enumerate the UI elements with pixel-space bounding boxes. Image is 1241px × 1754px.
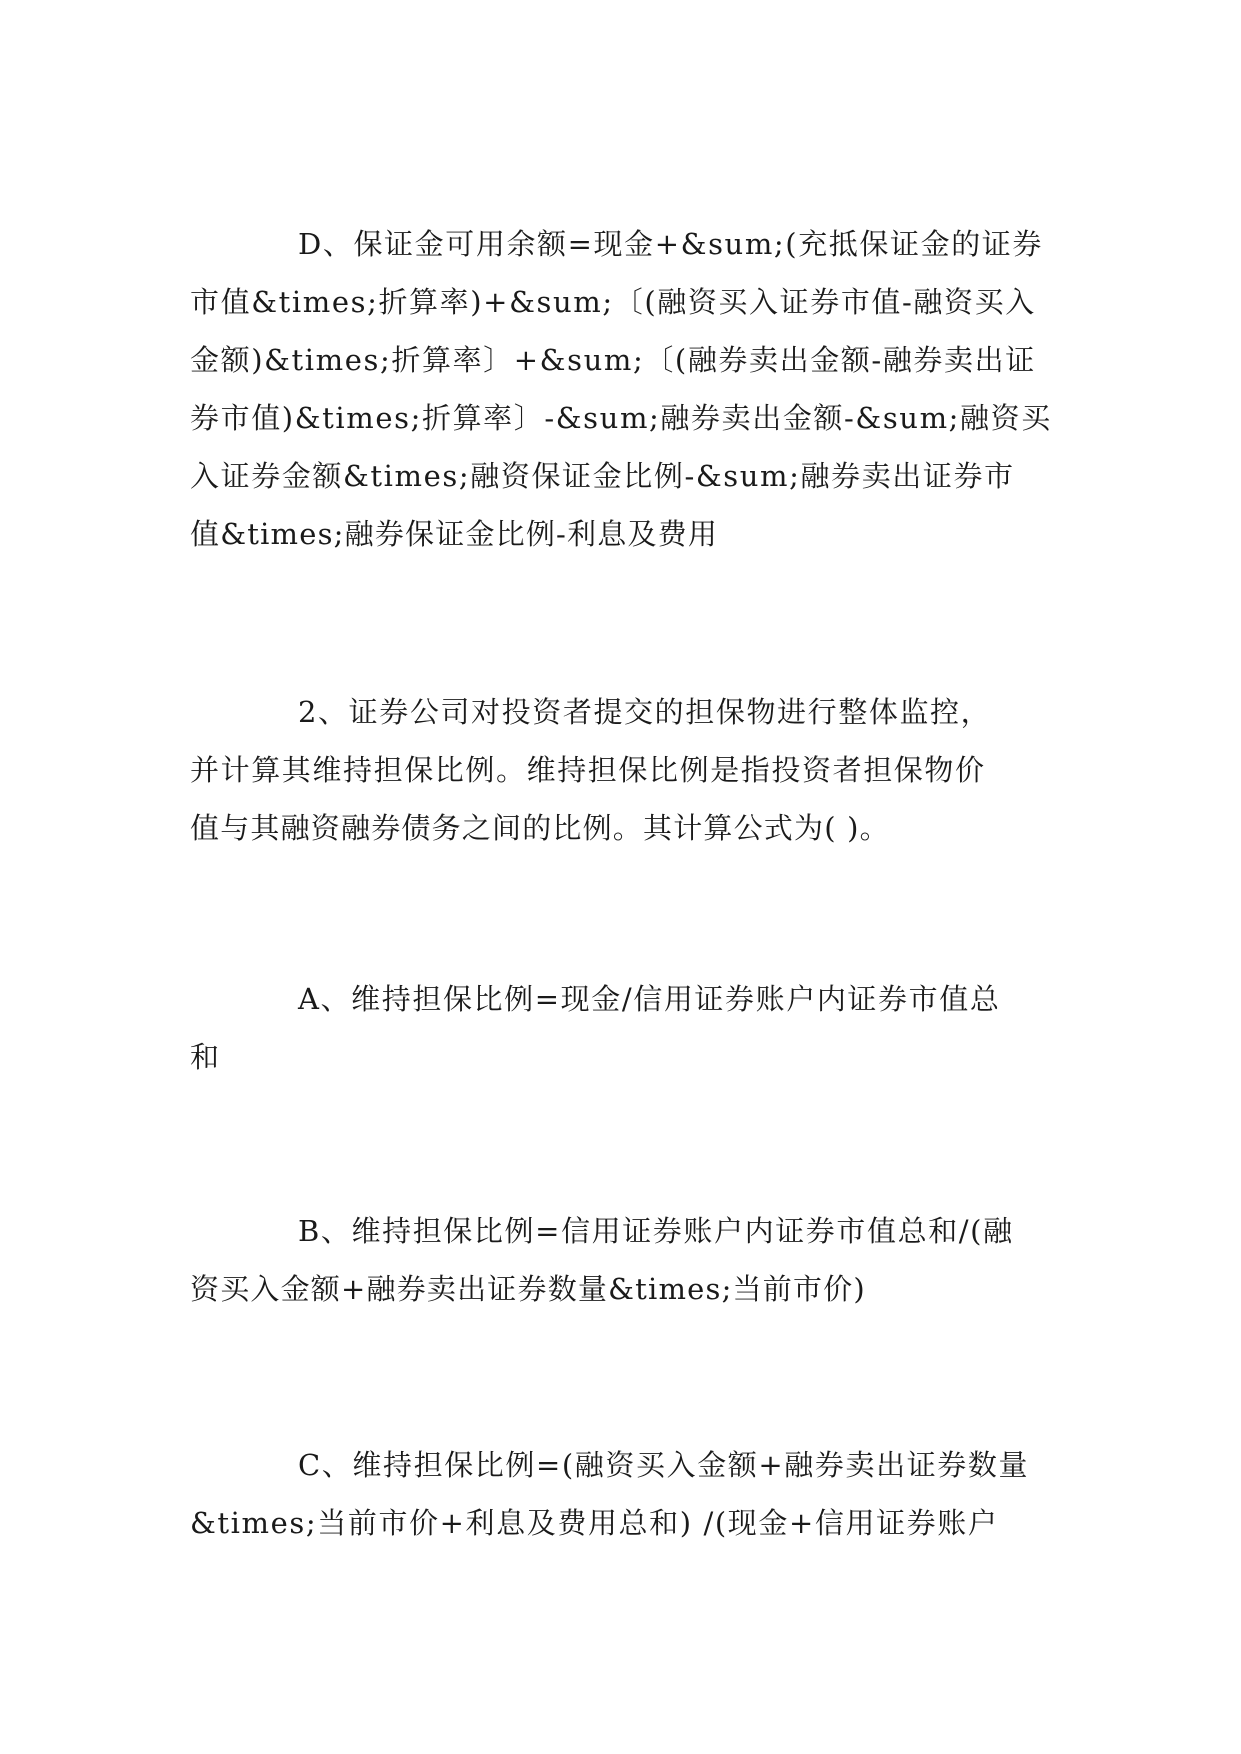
option-a-paragraph	[190, 970, 1060, 1086]
option-d-line-6: 值&times;融券保证金比例-利息及费用	[190, 517, 719, 551]
question-2-line-3: 值与其融资融券债务之间的比例。其计算公式为( )。	[190, 811, 890, 845]
option-d-line-5: 入证券金额&times;融资保证金比例-&sum;融券卖出证券市	[190, 459, 1015, 493]
option-d-line-4: 券市值)&times;折算率〕-&sum;融券卖出金额-&sum;融资买	[190, 401, 1052, 435]
question-2-line-2: 并计算其维持担保比例。维持担保比例是指投资者担保物价	[190, 753, 986, 787]
option-d-line-3: 金额)&times;折算率〕+&sum;〔(融券卖出金额-融券卖出证	[190, 343, 1036, 377]
question-2-line-1: 2、证券公司对投资者提交的担保物进行整体监控，	[298, 695, 992, 729]
option-a-line-1: A、维持担保比例=现金/信用证券账户内证券市值总	[298, 982, 1001, 1016]
option-b-line-1: B、维持担保比例=信用证券账户内证券市值总和/(融	[298, 1214, 1014, 1248]
option-b-paragraph	[190, 1202, 1060, 1318]
option-d-paragraph	[190, 215, 1060, 563]
option-b-line-2: 资买入金额+融券卖出证券数量&times;当前市价)	[190, 1272, 866, 1306]
option-d-line-2: 市值&times;折算率)+&sum;〔(融资买入证券市值-融资买入	[190, 285, 1036, 319]
option-c-line-1: C、维持担保比例=(融资买入金额+融券卖出证券数量	[298, 1448, 1030, 1482]
option-c-line-2: &times;当前市价+利息及费用总和) /(现金+信用证券账户	[190, 1506, 999, 1540]
option-c-paragraph	[190, 1436, 1060, 1552]
option-a-line-2: 和	[190, 1040, 221, 1074]
option-d-line-1: D、保证金可用余额=现金+&sum;(充抵保证金的证券	[298, 227, 1044, 261]
question-2-paragraph	[190, 683, 1060, 857]
